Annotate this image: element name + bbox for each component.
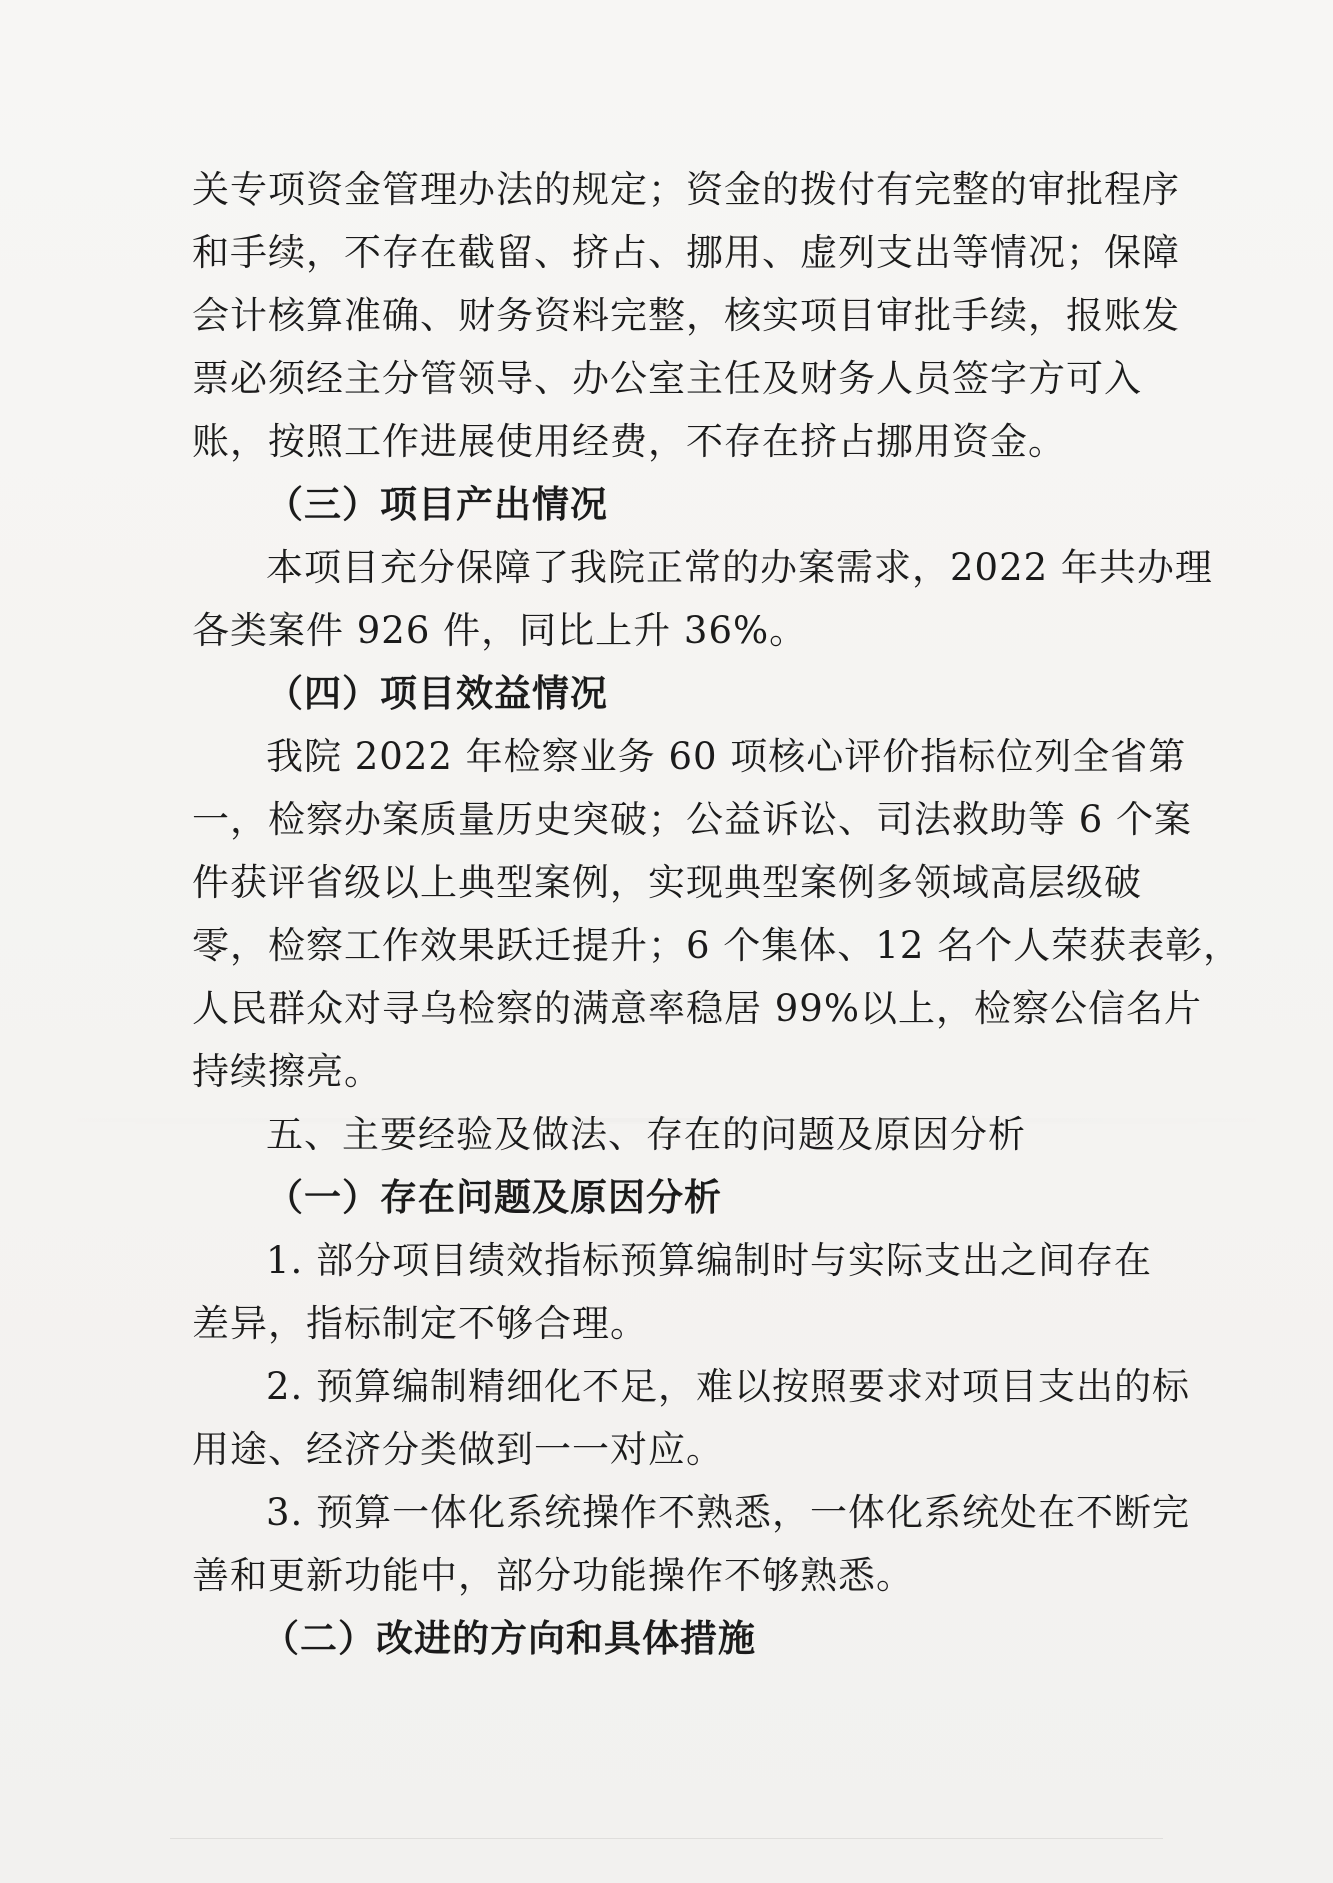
paragraph-line: 账，按照工作进展使用经费，不存在挤占挪用资金。 xyxy=(192,420,1066,463)
subheading: （二）改进的方向和具体措施 xyxy=(262,1616,756,1660)
paragraph-line: 零，检察工作效果跃迁提升；6 个集体、12 名个人荣获表彰， xyxy=(192,924,1242,967)
subheading: （一）存在问题及原因分析 xyxy=(266,1175,722,1219)
paragraph-line: 会计核算准确、财务资料完整，核实项目审批手续，报账发 xyxy=(192,294,1180,337)
paragraph-line: 3. 预算一体化系统操作不熟悉，一体化系统处在不断完 xyxy=(266,1491,1191,1534)
subheading: （四）项目效益情况 xyxy=(266,671,608,715)
paragraph-line: 件获评省级以上典型案例，实现典型案例多领域高层级破 xyxy=(192,861,1142,904)
paragraph-line: 人民群众对寻乌检察的满意率稳居 99%以上，检察公信名片 xyxy=(192,987,1202,1030)
paragraph-line: 1. 部分项目绩效指标预算编制时与实际支出之间存在 xyxy=(266,1239,1153,1282)
paragraph-line: 持续擦亮。 xyxy=(192,1050,382,1093)
subheading: （三）项目产出情况 xyxy=(266,482,608,526)
paragraph-line: 善和更新功能中，部分功能操作不够熟悉。 xyxy=(192,1554,914,1597)
document-body xyxy=(192,158,1242,1670)
paragraph-line: 关专项资金管理办法的规定；资金的拨付有完整的审批程序 xyxy=(192,168,1180,211)
paragraph-line: 本项目充分保障了我院正常的办案需求，2022 年共办理 xyxy=(266,546,1213,589)
paragraph-line: 一，检察办案质量历史突破；公益诉讼、司法救助等 6 个案 xyxy=(192,798,1193,841)
paragraph-line: 各类案件 926 件，同比上升 36%。 xyxy=(192,609,808,652)
paragraph-line: 票必须经主分管领导、办公室主任及财务人员签字方可入 xyxy=(192,357,1142,400)
paragraph-line: 2. 预算编制精细化不足，难以按照要求对项目支出的标 xyxy=(266,1365,1191,1408)
section-title: 五、主要经验及做法、存在的问题及原因分析 xyxy=(266,1113,1026,1156)
page-edge-shadow xyxy=(170,1838,1163,1839)
paragraph-line: 差异，指标制定不够合理。 xyxy=(192,1302,648,1345)
paragraph-line: 用途、经济分类做到一一对应。 xyxy=(192,1428,724,1471)
paragraph-line: 我院 2022 年检察业务 60 项核心评价指标位列全省第 xyxy=(266,735,1187,778)
paragraph-line: 和手续，不存在截留、挤占、挪用、虚列支出等情况；保障 xyxy=(192,231,1180,274)
